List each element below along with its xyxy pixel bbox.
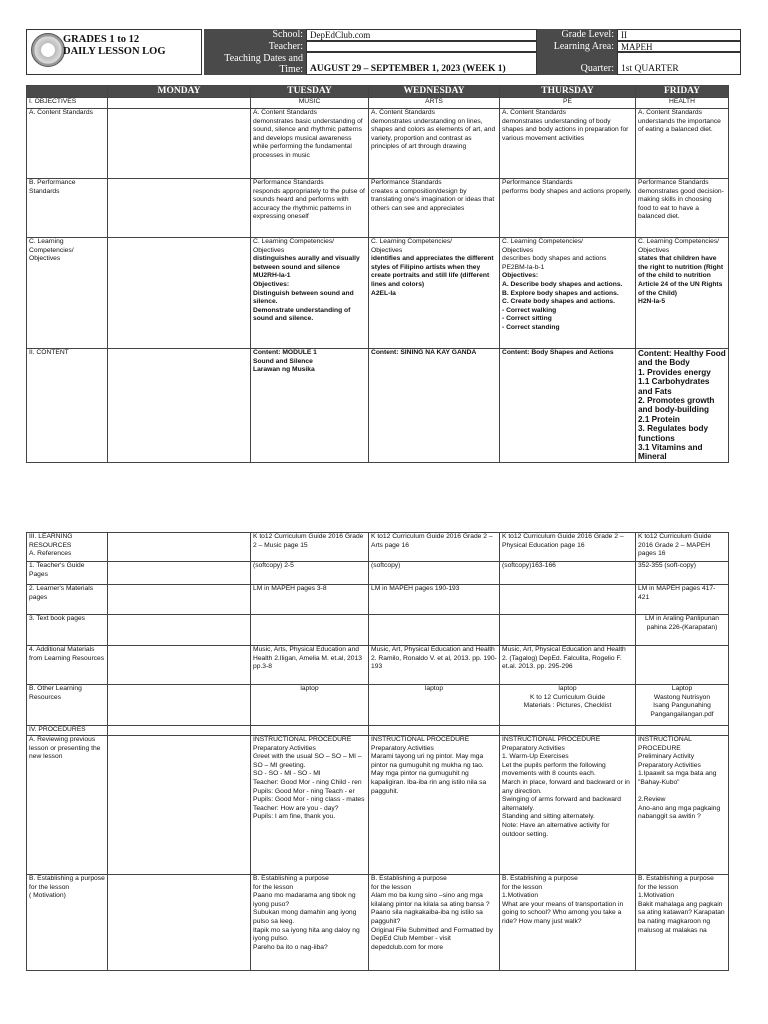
objectives-label: I. OBJECTIVES xyxy=(27,98,108,109)
performance-standards-wednesday: Performance Standards creates a composition/design by translating one's imagination or ideas that others can see and appreciates xyxy=(369,179,500,238)
learning-area-label: Learning Area: xyxy=(537,41,617,52)
document-title xyxy=(63,34,166,58)
subject-thursday: PE xyxy=(500,98,636,109)
competencies-row xyxy=(27,238,729,349)
lesson-log-table-1 xyxy=(26,85,729,463)
day-header-row xyxy=(27,86,729,98)
learners-materials-label: 2. Learner's Materials pages xyxy=(27,585,108,615)
dates-label-line-1: Teaching Dates and xyxy=(224,53,303,64)
textbook-thursday xyxy=(500,615,636,646)
content-tuesday: Content: MODULE 1 Sound and Silence Larawan ng Musika xyxy=(251,349,369,463)
procedures-monday xyxy=(108,726,251,736)
competencies-wednesday-body: identifies and appreciates the different styles of Filipino artists when they create portraits and still life (different lines and colors) A2EL-Ia xyxy=(371,255,494,297)
content-standards-wednesday: A. Content Standards demonstrates understanding on lines, shapes and colors as elements of art, and variety, proportion and contrast as principles of art through drawing xyxy=(369,109,500,179)
competencies-label: C. Learning Competencies/ Objectives xyxy=(27,238,108,349)
learners-materials-monday xyxy=(108,585,251,615)
grade-level-label: Grade Level: xyxy=(537,29,617,41)
performance-standards-monday xyxy=(108,179,251,238)
textbook-monday xyxy=(108,615,251,646)
content-thursday: Content: Body Shapes and Actions xyxy=(500,349,636,463)
other-resources-thursday: laptop K to 12 Curriculum Guide Materials : Pictures, Checklist xyxy=(500,685,636,726)
reviewing-tuesday: INSTRUCTIONAL PROCEDURE Preparatory Activities Greet with the usual SO – SO – MI – SO – MI greeting. SO - SO - MI - SO - MI Teacher: Good Mor - ning Child - ren Pupils: Good Mor - ning Teach - er Pupils: Good Mor - ning class - mates Teacher: How are you - day? Pupils: I am fine, thank you. xyxy=(251,736,369,875)
teachers-guide-thursday: (softcopy)163-166 xyxy=(500,562,636,585)
other-resources-wednesday: laptop xyxy=(369,685,500,726)
dates-label xyxy=(204,52,306,75)
header-info-grid xyxy=(204,29,741,75)
competencies-tuesday-heading: C. Learning Competencies/ Objectives xyxy=(253,238,335,254)
content-standards-thursday: A. Content Standards demonstrates understanding of body shapes and body actions in preparation for various movement activities xyxy=(500,109,636,179)
reviewing-label: A. Reviewing previous lesson or presenting the new lesson xyxy=(27,736,108,875)
school-value: DepEdClub.com xyxy=(306,29,537,41)
content-standards-label: A. Content Standards xyxy=(27,109,108,179)
quarter-label: Quarter: xyxy=(537,52,617,75)
learners-materials-wednesday: LM in MAPEH pages 190-193 xyxy=(369,585,500,615)
objectives-row xyxy=(27,98,729,109)
teachers-guide-monday xyxy=(108,562,251,585)
subject-tuesday: MUSIC xyxy=(251,98,369,109)
additional-materials-friday xyxy=(636,646,729,685)
competencies-thursday-body: Objectives: A. Describe body shapes and actions. B. Explore body shapes and actions. C. Create body shapes and actions. - Correct walking - Correct sitting - Correct standing xyxy=(502,272,623,331)
competencies-wednesday xyxy=(369,238,500,349)
teachers-guide-row xyxy=(27,562,729,585)
procedures-thursday xyxy=(500,726,636,736)
other-resources-label: B. Other Learning Resources xyxy=(27,685,108,726)
teachers-guide-tuesday: (softcopy) 2-5 xyxy=(251,562,369,585)
performance-standards-friday: Performance Standards demonstrates good decision-making skills in choosing food to eat to have a balanced diet. xyxy=(636,179,729,238)
performance-standards-thursday: Performance Standards performs body shapes and actions properly. xyxy=(500,179,636,238)
competencies-thursday xyxy=(500,238,636,349)
competencies-tuesday xyxy=(251,238,369,349)
day-friday: FRIDAY xyxy=(636,86,729,98)
procedures-label: IV. PROCEDURES xyxy=(27,726,108,736)
teachers-guide-friday: 352-355 (soft-copy) xyxy=(636,562,729,585)
references-tuesday: K to12 Curriculum Guide 2016 Grade 2 – Music page 15 xyxy=(251,533,369,562)
additional-materials-wednesday: Music, Art, Physical Education and Health 2. Ramilo, Ronaldo V. et al, 2013. pp. 190-193 xyxy=(369,646,500,685)
competencies-wednesday-heading: C. Learning Competencies/ Objectives xyxy=(371,238,453,254)
content-label: II. CONTENT xyxy=(27,349,108,463)
references-monday xyxy=(108,533,251,562)
teacher-value xyxy=(306,41,537,52)
other-resources-row xyxy=(27,685,729,726)
establishing-tuesday: B. Establishing a purpose for the lesson Paano mo madarama ang tibok ng iyong puso? Subukan mong damahin ang iyong pulso sa leeg. Itapik mo sa iyong hita ang daloy ng iyong pulso. Pareho ba ito o nag-iiba? xyxy=(251,875,369,971)
dates-label-line-2: Time: xyxy=(279,64,303,75)
content-monday xyxy=(108,349,251,463)
learners-materials-friday: LM in MAPEH pages 417-421 xyxy=(636,585,729,615)
establishing-label: B. Establishing a purpose for the lesson ( Motivation) xyxy=(27,875,108,971)
content-row xyxy=(27,349,729,463)
deped-seal-icon xyxy=(31,33,65,67)
learning-area-value: MAPEH xyxy=(617,41,741,52)
subject-monday xyxy=(108,98,251,109)
competencies-friday xyxy=(636,238,729,349)
reviewing-thursday: INSTRUCTIONAL PROCEDURE Preparatory Activities 1. Warm-Up Exercises Let the pupils perform the following movements with 8 counts each. March in place, forward and backward or in any direction. Swinging of arms forward and backward alternately. Standing and sitting alternately. Note: Have an alternative activity for outdoor setting. xyxy=(500,736,636,875)
textbook-tuesday xyxy=(251,615,369,646)
textbook-label: 3. Text book pages xyxy=(27,615,108,646)
competencies-friday-heading: C. Learning Competencies/ Objectives xyxy=(638,238,720,254)
additional-materials-tuesday: Music, Arts, Physical Education and Health 2.Iligan, Amelia M. et.al, 2013 pp.3-8 xyxy=(251,646,369,685)
competencies-monday xyxy=(108,238,251,349)
content-standards-friday: A. Content Standards understands the importance of eating a balanced diet. xyxy=(636,109,729,179)
establishing-friday: B. Establishing a purpose for the lesson 1.Motivation Bakit mahalaga ang pagkain sa ating katawan? Karapatan ba nating magkaroon ng malusog at malakas na xyxy=(636,875,729,971)
grade-level-value: II xyxy=(617,29,741,41)
references-friday: K to12 Curriculum Guide 2016 Grade 2 – MAPEH pages 16 xyxy=(636,533,729,562)
competencies-friday-body: states that children have the right to nutrition (Right of the child to nutrition Article 24 of the UN Rights of the Child) H2N-Ia-5 xyxy=(638,255,724,306)
performance-standards-label: B. Performance Standards xyxy=(27,179,108,238)
competencies-thursday-heading: C. Learning Competencies/ Objectives describes body shapes and actions PE2BM-Ia-b-1 xyxy=(502,238,607,271)
title-line-1: GRADES 1 to 12 xyxy=(63,34,140,45)
performance-standards-tuesday: Performance Standards responds appropriately to the pulse of sounds heard and performs with accuracy the rhythmic patterns in expressing oneself xyxy=(251,179,369,238)
other-resources-tuesday: laptop xyxy=(251,685,369,726)
textbook-row xyxy=(27,615,729,646)
title-line-2: DAILY LESSON LOG xyxy=(63,46,166,57)
references-thursday: K to12 Curriculum Guide 2016 Grade 2 – Physical Education page 16 xyxy=(500,533,636,562)
establishing-thursday: B. Establishing a purpose for the lesson 1.Motivation What are your means of transportation in going to school? Who among you take a ride? How many just walk? xyxy=(500,875,636,971)
reviewing-friday: INSTRUCTIONAL PROCEDURE Preliminary Activity Preparatory Activities 1.Ipaawit sa mga bata ang "Bahay-Kubo" 2.Review Ano-ano ang mga pagkaing nabanggit sa awitin ? xyxy=(636,736,729,875)
subject-wednesday: ARTS xyxy=(369,98,500,109)
day-monday: MONDAY xyxy=(108,86,251,98)
procedures-tuesday xyxy=(251,726,369,736)
day-wednesday: WEDNESDAY xyxy=(369,86,500,98)
additional-materials-thursday: Music, Art, Physical Education and Health 2. (Tagalog) DepEd. Falculita, Rogelio F. et.al. 2013. pp. 295-296 xyxy=(500,646,636,685)
teacher-label: Teacher: xyxy=(204,41,306,52)
reviewing-monday xyxy=(108,736,251,875)
additional-materials-monday xyxy=(108,646,251,685)
quarter-value: 1st QUARTER xyxy=(617,52,741,75)
procedures-row xyxy=(27,726,729,736)
school-label: School: xyxy=(204,29,306,41)
teachers-guide-wednesday: (softcopy) xyxy=(369,562,500,585)
day-tuesday: TUESDAY xyxy=(251,86,369,98)
procedures-wednesday xyxy=(369,726,500,736)
establishing-monday xyxy=(108,875,251,971)
lesson-log-table-2 xyxy=(26,532,729,971)
reviewing-row xyxy=(27,736,729,875)
dates-value: AUGUST 29 – SEPTEMBER 1, 2023 (WEEK 1) xyxy=(306,52,537,75)
day-header-blank xyxy=(27,86,108,98)
competencies-tuesday-body: distinguishes aurally and visually between sound and silence MU2RH-Ia-1 Objectives: Distinguish between sound and silence. Demonstrate understanding of sound and silence. xyxy=(253,255,360,323)
learning-resources-row xyxy=(27,533,729,562)
content-standards-monday xyxy=(108,109,251,179)
content-wednesday: Content: SINING NA KAY GANDA xyxy=(369,349,500,463)
procedures-friday xyxy=(636,726,729,736)
content-friday: Content: Healthy Food and the Body 1. Provides energy 1.1 Carbohydrates and Fats 2. Promotes growth and body-building 2.1 Protein 3. Regulates body functions 3.1 Vitamins and Mineral xyxy=(636,349,729,463)
other-resources-monday xyxy=(108,685,251,726)
day-thursday: THURSDAY xyxy=(500,86,636,98)
learners-materials-tuesday: LM in MAPEH pages 3-8 xyxy=(251,585,369,615)
establishing-row xyxy=(27,875,729,971)
performance-standards-row xyxy=(27,179,729,238)
subject-friday: HEALTH xyxy=(636,98,729,109)
content-standards-tuesday: A. Content Standards demonstrates basic understanding of sound, silence and rhythmic patterns and develops musical awareness while performing the fundamental processes in music xyxy=(251,109,369,179)
reviewing-wednesday: INSTRUCTIONAL PROCEDURE Preparatory Activities Marami tayong uri ng pintor. May mga pintor na gumuguhit ng mukha ng tao. May mga pintor na gumuguhit ng kapaligiran. Iba-iba rin ang istilo nila sa pagguhit. xyxy=(369,736,500,875)
learning-resources-label: III. LEARNING RESOURCES A. References xyxy=(27,533,108,562)
other-resources-friday: Laptop Wastong Nutrisyon Isang Pangunahing Pangangailangan.pdf xyxy=(636,685,729,726)
header-title-box xyxy=(26,29,202,75)
learners-materials-row xyxy=(27,585,729,615)
additional-materials-row xyxy=(27,646,729,685)
textbook-wednesday xyxy=(369,615,500,646)
textbook-friday: LM in Araling Panlipunan pahina 226-(Karapatan) xyxy=(636,615,729,646)
teachers-guide-label: 1. Teacher's Guide Pages xyxy=(27,562,108,585)
learners-materials-thursday xyxy=(500,585,636,615)
establishing-wednesday: B. Establishing a purpose for the lesson Alam mo ba kung sino –sino ang mga kilalang pintor na kilala sa ating bansa ? Paano sila nagkakaiba-iba ng istilo sa pagguhit? Original File Submitted and Formatted by DepEd Club Member - visit depedclub.com for more xyxy=(369,875,500,971)
references-wednesday: K to12 Curriculum Guide 2016 Grade 2 –Arts page 16 xyxy=(369,533,500,562)
content-standards-row xyxy=(27,109,729,179)
additional-materials-label: 4. Additional Materials from Learning Resources xyxy=(27,646,108,685)
